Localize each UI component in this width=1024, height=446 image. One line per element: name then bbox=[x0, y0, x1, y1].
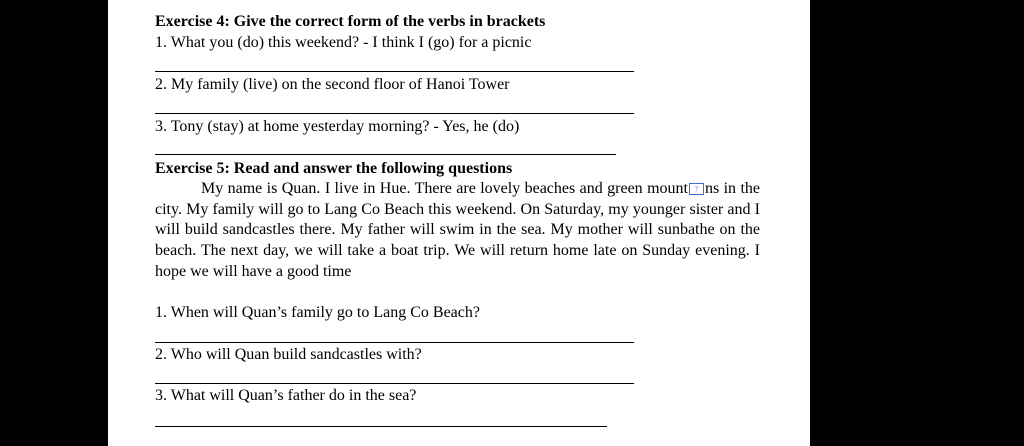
exercise-4-item-3: 3. Tony (stay) at home yesterday morning? - Yes, he (do) bbox=[155, 118, 520, 135]
exercise-4-title: Exercise 4: Give the correct form of the verbs in brackets bbox=[155, 13, 546, 30]
answer-line bbox=[155, 383, 634, 384]
worksheet-page bbox=[108, 0, 810, 446]
answer-line bbox=[155, 426, 607, 427]
answer-line bbox=[155, 154, 616, 155]
exercise-5-question-3: 3. What will Quan’s father do in the sea? bbox=[155, 387, 417, 404]
exercise-5-title: Exercise 5: Read and answer the following questions bbox=[155, 160, 513, 177]
answer-line bbox=[155, 71, 634, 72]
answer-line bbox=[155, 113, 634, 114]
passage-text-1: My name is Quan. I live in Hue. There are lovely beaches and green mount bbox=[201, 180, 688, 197]
reading-passage bbox=[155, 179, 760, 283]
edit-marker-icon: ? bbox=[689, 183, 704, 195]
exercise-4-item-1: 1. What you (do) this weekend? - I think I (go) for a picnic bbox=[155, 34, 532, 51]
exercise-5-question-1: 1. When will Quan’s family go to Lang Co Beach? bbox=[155, 304, 480, 321]
exercise-4-item-2: 2. My family (live) on the second floor of Hanoi Tower bbox=[155, 76, 510, 93]
exercise-5-question-2: 2. Who will Quan build sandcastles with? bbox=[155, 346, 422, 363]
passage-text-2: ns in the city. My family will go to Lang Co Beach this weekend. On Saturday, my younger sister and I will build sandcastles there. My father will swim in the sea. My mother will sunbathe on the beach. The next day, we will take a boat trip. We will return home late on Sunday evening. I hope we will have a good time bbox=[155, 180, 760, 280]
answer-line bbox=[155, 342, 634, 343]
